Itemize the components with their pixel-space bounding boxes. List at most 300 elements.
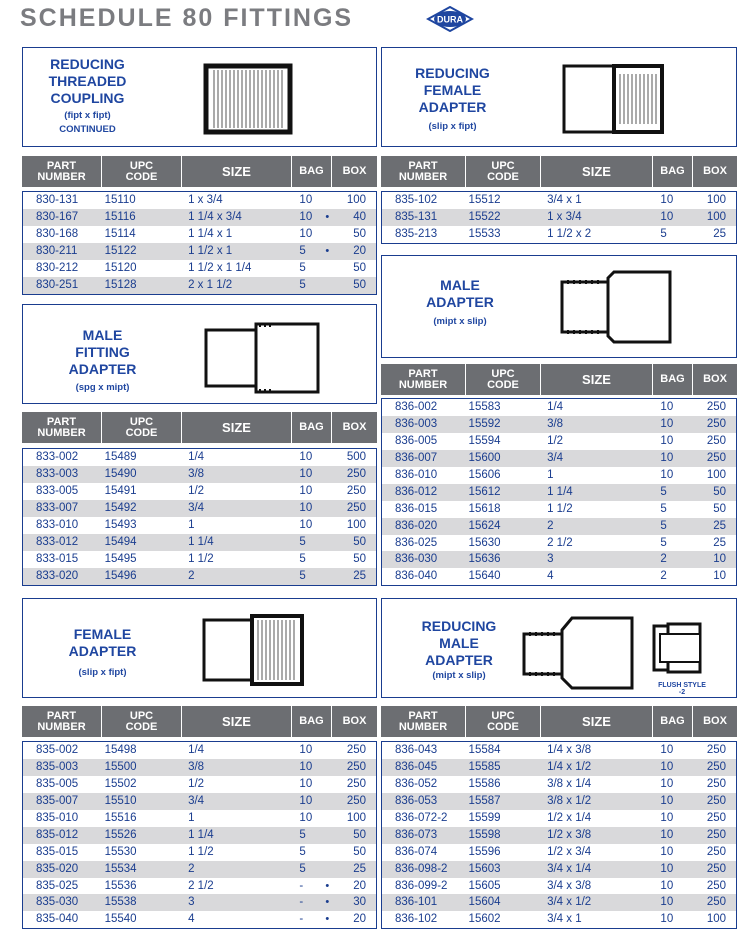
table-row [23,551,376,568]
flush-style-label [652,682,712,696]
upc-code-cell [103,226,183,243]
box-cell [692,742,736,759]
part-number-cell [382,467,467,484]
upc-code-cell [467,399,542,416]
box-cell [331,759,376,776]
bag-cell-text: 5 [299,845,306,858]
box-cell-text: 25 [353,862,366,875]
box-cell [692,911,736,928]
part-number-cell-text: 836-020 [395,519,438,532]
size-cell-text: 1 1/2 [188,845,214,858]
size-cell [541,911,652,928]
bag-cell-text: 10 [299,794,313,807]
availability-dot: • [325,879,330,892]
table-row [382,433,736,450]
bag-cell [652,894,692,911]
size-cell [541,551,652,568]
col-label: UPC [491,709,515,722]
box-cell [331,534,376,551]
table-row [382,551,736,568]
column-header-row [381,706,737,737]
col-part [381,156,466,187]
upc-code-cell [103,894,183,911]
table-836 [381,398,737,586]
box-cell [331,894,376,911]
upc-code-cell [103,742,183,759]
table-row [23,209,376,226]
size-cell [541,416,652,433]
upc-code-cell-text: 15534 [104,862,137,875]
male-fitting-adapter-drawing [200,320,330,396]
size-cell-text: 3/4 [547,451,564,464]
box-cell [331,483,376,500]
box-cell [692,501,736,518]
size-cell-text: 1 1/2 [188,552,214,565]
col-label: NUMBER [398,720,448,733]
box-cell [331,260,376,277]
availability-dot: • [325,244,330,257]
upc-code-cell [467,518,542,535]
table-row [23,776,376,793]
col-upc [466,706,541,737]
upc-code-cell [103,534,183,551]
part-number-cell-text: 836-012 [395,485,438,498]
bag-cell-text: 10 [660,210,674,223]
table-row [382,209,736,226]
upc-code-cell-text: 15502 [104,777,137,790]
bag-cell-text: 10 [660,760,674,773]
upc-code-cell [103,243,183,260]
box-cell [331,793,376,810]
part-number-cell-text: 830-212 [36,261,79,274]
size-cell-text: 1/4 [547,401,564,413]
part-number-cell [23,551,103,568]
size-cell [182,827,291,844]
upc-code-cell-text: 15600 [468,451,501,464]
box-cell-text: 25 [713,536,726,549]
size-cell-text: 3/4 x 1 [547,194,582,206]
col-label: CODE [487,170,519,183]
size-cell-text: 1 1/4 [188,535,214,548]
bag-cell-text: 10 [299,501,313,514]
table-835-reducing [381,191,737,244]
col-label: NUMBER [398,378,448,391]
box-cell-text: 50 [353,535,366,548]
upc-code-cell [103,844,183,861]
col-part [381,706,466,737]
size-cell [541,861,652,878]
part-number-cell [23,894,103,911]
col-part [22,156,102,187]
upc-code-cell-text: 15122 [104,244,137,257]
box-cell-text: 250 [706,451,726,464]
size-cell-text: 2 [188,862,195,875]
col-upc [466,364,541,395]
upc-code-cell [467,827,542,844]
part-number-cell [23,827,103,844]
section-subtitle: (mipt x slip) [432,670,486,681]
box-cell-text: 250 [706,879,726,892]
size-cell-text: 1/2 x 3/4 [547,845,592,858]
box-cell-text: 250 [346,777,366,790]
box-cell-text: 250 [706,760,726,773]
table-row [23,466,376,483]
bag-cell [652,416,692,433]
table-row [23,759,376,776]
part-number-cell [382,568,467,585]
table-row [23,844,376,861]
col-label: UPC [129,415,154,428]
table-row [382,501,736,518]
part-number-cell [382,878,467,895]
box-cell-text: 50 [353,828,366,841]
box-cell-text: 250 [346,744,366,756]
size-cell [541,433,652,450]
upc-code-cell-text: 15630 [468,536,501,549]
box-cell-text: 250 [706,794,726,807]
col-label: NUMBER [37,720,86,733]
bag-cell-text: 10 [660,828,674,841]
box-cell-text: 250 [706,811,726,824]
part-number-cell-text: 835-015 [36,845,79,858]
bag-cell [291,810,331,827]
box-cell [331,568,376,585]
col-bag: BAG [653,156,693,187]
title-line: REDUCING [415,65,490,81]
col-box: BOX [342,421,367,433]
table-row [23,894,376,911]
title-line: ADAPTER [68,361,137,377]
col-bag: BAG [653,706,693,737]
col-box: BOX [703,373,727,385]
upc-code-cell [467,535,542,552]
part-number-cell-text: 835-131 [395,210,438,223]
box-cell [692,844,736,861]
size-cell [182,844,291,861]
part-number-cell-text: 833-002 [36,451,79,463]
part-number-cell [23,759,103,776]
size-cell [182,878,291,895]
upc-code-cell-text: 15498 [104,744,137,756]
size-cell [182,759,291,776]
size-cell [182,742,291,759]
upc-code-cell [467,844,542,861]
table-row [23,192,376,209]
reducing-male-adapter-drawing [520,612,640,692]
size-cell-text: 1 x 3/4 [188,194,223,206]
section-subtitle: (slip x fipt) [78,667,127,678]
upc-code-cell-text: 15492 [104,501,137,514]
box-cell [692,894,736,911]
col-label: NUMBER [398,170,448,183]
box-cell [692,759,736,776]
bag-cell [291,844,331,861]
part-number-cell-text: 835-002 [36,744,79,756]
col-label: CODE [125,720,158,733]
bag-cell-text: 10 [660,194,674,206]
size-cell-text: 3 [188,896,195,909]
box-cell-text: 100 [706,194,726,206]
bag-cell [291,483,331,500]
title-line: ADAPTER [418,99,487,115]
table-row [382,535,736,552]
bag-cell-text: 5 [299,244,306,257]
part-number-cell-text: 836-010 [395,468,438,481]
box-cell-text: 25 [713,519,726,532]
bag-cell [291,466,331,483]
col-size: SIZE [182,412,292,443]
bag-cell-text: 5 [299,569,306,582]
part-number-cell [382,742,467,759]
part-number-cell-text: 835-005 [36,777,79,790]
bag-cell [291,449,331,466]
box-cell [692,568,736,585]
bag-cell [652,467,692,484]
bag-cell-text: 10 [299,484,313,497]
bag-cell [291,226,331,243]
table-row [382,484,736,501]
box-cell [331,500,376,517]
part-number-cell [382,209,467,226]
part-number-cell-text: 833-007 [36,501,79,514]
upc-code-cell [467,467,542,484]
part-number-cell [23,742,103,759]
table-row [382,894,736,911]
size-cell [541,467,652,484]
col-label: NUMBER [37,170,86,183]
upc-code-cell [467,810,542,827]
availability-dot: • [325,210,330,223]
col-label: PART [408,709,438,722]
size-cell-text: 2 x 1 1/2 [188,278,233,291]
bag-cell [291,192,331,209]
box-cell [331,466,376,483]
col-label: CODE [125,170,158,183]
part-number-cell [23,776,103,793]
title-line: REDUCING [421,618,497,634]
box-cell [692,399,736,416]
box-cell [692,861,736,878]
bag-cell-text: 5 [660,485,667,498]
size-cell [541,399,652,416]
upc-code-cell-text: 15602 [468,913,501,926]
part-number-cell-text: 835-030 [36,896,79,909]
upc-code-cell-text: 15598 [468,828,501,841]
section-subtitle: (slip x fipt) [428,121,477,132]
part-number-cell [23,911,103,928]
size-cell [182,466,291,483]
bag-cell [291,500,331,517]
size-cell [541,501,652,518]
upc-code-cell [467,416,542,433]
page-title: SCHEDULE 80 FITTINGS [20,4,354,32]
box-cell [692,416,736,433]
female-adapter-drawing [200,612,310,688]
section-title [30,56,145,137]
size-cell [541,776,652,793]
bag-cell-text: 10 [660,744,674,756]
table-row [23,861,376,878]
part-number-cell-text: 836-005 [395,434,438,447]
bag-cell [652,878,692,895]
part-number-cell-text: 835-020 [36,862,79,875]
upc-code-cell-text: 15606 [468,468,501,481]
col-label: CODE [487,720,519,733]
size-cell [182,483,291,500]
col-bag: BAG [292,412,332,443]
column-header-row [22,706,377,737]
part-number-cell [382,861,467,878]
upc-code-cell [467,501,542,518]
col-part [22,706,102,737]
col-label: UPC [491,367,515,380]
table-row [382,416,736,433]
title-line: FEMALE [423,82,482,98]
bag-cell-text: 5 [299,278,306,291]
part-number-cell-text: 836-040 [395,570,438,583]
bag-cell [291,894,331,911]
part-number-cell [382,192,467,209]
part-number-cell-text: 830-168 [36,227,79,240]
box-cell-text: 50 [713,485,726,498]
upc-code-cell [467,568,542,585]
size-cell [182,894,291,911]
box-cell [331,911,376,928]
table-row [23,911,376,928]
size-cell [182,243,291,260]
upc-code-cell-text: 15526 [104,828,137,841]
col-label: PART [46,159,77,172]
size-cell [182,793,291,810]
table-830 [22,191,377,295]
bag-cell-text: 5 [299,535,306,548]
box-cell [692,535,736,552]
bag-cell [652,827,692,844]
part-number-cell [382,844,467,861]
bag-cell-text: 10 [660,794,674,807]
col-label: UPC [129,159,154,172]
upc-code-cell-text: 15538 [104,896,137,909]
bag-cell [652,501,692,518]
part-number-cell [382,484,467,501]
bag-cell [291,551,331,568]
bag-cell-text: 10 [299,227,313,240]
box-cell [331,844,376,861]
part-number-cell [382,518,467,535]
box-cell [692,450,736,467]
part-number-cell-text: 836-007 [395,451,438,464]
bag-cell-text: 10 [299,194,313,206]
size-cell [182,449,291,466]
bag-cell [291,517,331,534]
size-cell [182,810,291,827]
table-row [382,776,736,793]
part-number-cell [23,192,103,209]
part-number-cell-text: 833-005 [36,484,79,497]
size-cell-text: 3/8 [188,467,205,480]
col-box: BOX [703,165,727,177]
bag-cell [291,568,331,585]
upc-code-cell-text: 15540 [104,913,137,926]
upc-code-cell-text: 15491 [104,484,137,497]
section-title [405,277,515,329]
box-cell-text: 40 [353,210,366,223]
upc-code-cell [103,793,183,810]
table-row [23,226,376,243]
upc-code-cell-text: 15533 [468,227,501,240]
bag-cell-text: 10 [660,417,674,430]
part-number-cell-text: 833-015 [36,552,79,565]
upc-code-cell-text: 15490 [104,467,137,480]
upc-code-cell-text: 15604 [468,896,501,909]
part-number-cell [23,534,103,551]
part-number-cell [23,226,103,243]
part-number-cell-text: 833-020 [36,569,79,582]
bag-cell-text: 10 [660,879,674,892]
box-cell [692,433,736,450]
col-label: PART [408,367,438,380]
table-row [382,518,736,535]
col-part [381,364,466,395]
upc-code-cell [467,894,542,911]
box-cell [692,467,736,484]
part-number-cell-text: 836-052 [395,777,438,790]
table-row [382,742,736,759]
box-cell-text: 100 [346,518,366,531]
size-cell [182,861,291,878]
part-number-cell-text: 836-045 [395,760,438,773]
part-number-cell [23,878,103,895]
availability-dot: • [325,896,330,909]
column-header-row [381,156,737,187]
part-number-cell-text: 833-003 [36,467,79,480]
box-cell-text: 20 [353,879,366,892]
part-number-cell [382,535,467,552]
bag-cell [652,484,692,501]
title-line: MALE [440,277,480,293]
table-row [382,450,736,467]
bag-cell-text: - [299,913,304,926]
size-cell-text: 2 [547,519,554,532]
box-cell-text: 10 [713,553,726,566]
part-number-cell-text: 835-012 [36,828,79,841]
col-upc [102,156,182,187]
bag-cell-text: 10 [660,401,674,413]
bag-cell [652,535,692,552]
bag-cell [652,192,692,209]
size-cell-text: 1 1/4 x 1 [188,227,233,240]
col-size: SIZE [541,156,653,187]
table-row [23,500,376,517]
dura-logo [426,6,474,32]
part-number-cell [23,260,103,277]
size-cell-text: 1 1/2 x 1 1/4 [188,261,252,274]
upc-code-cell-text: 15495 [104,552,137,565]
size-cell-text: 2 [188,569,195,582]
upc-code-cell [103,517,183,534]
box-cell [692,551,736,568]
box-cell-text: 250 [346,484,366,497]
table-row [382,793,736,810]
bag-cell-text: 10 [660,845,674,858]
upc-code-cell [103,500,183,517]
flush-label: FLUSH STYLE [658,682,706,689]
bag-cell-text: 5 [299,862,306,875]
size-cell [541,484,652,501]
part-number-cell-text: 836-015 [395,502,438,515]
title-line: REDUCING [50,56,125,72]
column-header-row [22,156,377,187]
